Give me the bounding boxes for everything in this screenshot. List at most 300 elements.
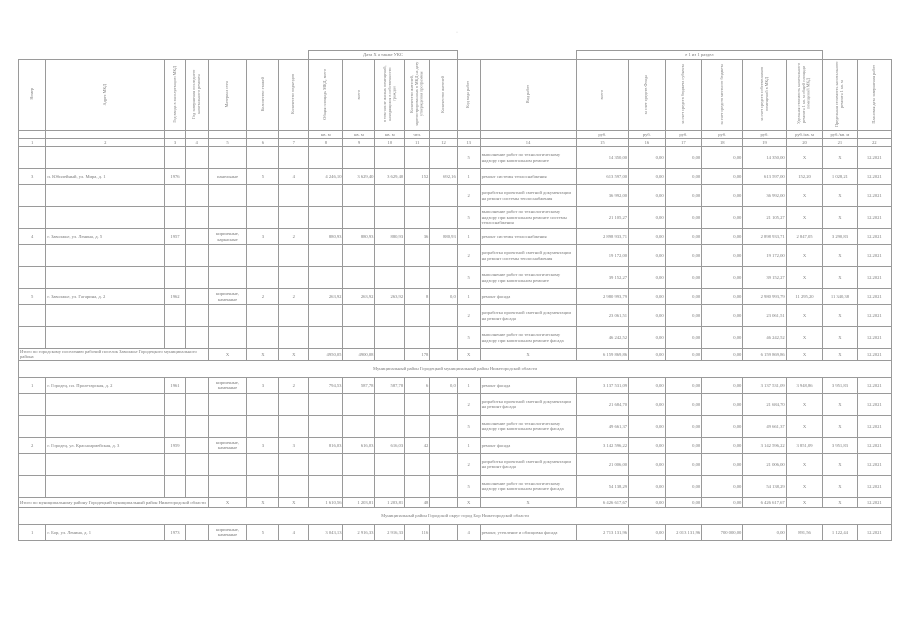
- cell-p1: [405, 245, 430, 267]
- cell-year: 1957: [165, 229, 186, 245]
- cell-en: 4: [279, 169, 309, 185]
- cell-c3: 0,00: [665, 305, 702, 327]
- cell-a2: [343, 267, 375, 289]
- cell-c3: 0,00: [665, 229, 702, 245]
- col-residents-2-header: Количество жителей: [430, 60, 457, 131]
- cell-a1: [309, 245, 343, 267]
- table-row: [19, 524, 892, 540]
- cell-work: ремонт фасада: [480, 289, 576, 305]
- cell-u1: 3 948,86: [786, 377, 823, 393]
- col-residents-header: Количество жителей, зарегистрированных в МКД на дату утверждения программы: [405, 60, 430, 131]
- table-row: [19, 475, 892, 497]
- cell-date: 12.2021: [857, 207, 891, 229]
- cell-mat: [208, 393, 247, 415]
- table-row: [19, 147, 892, 169]
- cell-p1: 116: [405, 524, 430, 540]
- cell-c3: 0,00: [665, 147, 702, 169]
- cell-u1: X: [786, 453, 823, 475]
- cell-addr: [46, 393, 165, 415]
- cell-c4: 0,00: [702, 169, 743, 185]
- col-cost-fund-header: за счет средств Фонда: [629, 60, 666, 131]
- cell-en: [279, 305, 309, 327]
- cell-c2: 0,00: [629, 327, 666, 349]
- table-row: [19, 169, 892, 185]
- cell-mat: кирпичные, каменные: [208, 524, 247, 540]
- cell-c1: 39 152,27: [576, 267, 629, 289]
- cell-c2: 0,00: [629, 289, 666, 305]
- cell-work: ремонт фасада: [480, 377, 576, 393]
- cell-addr: [46, 327, 165, 349]
- cell-mat: [208, 305, 247, 327]
- table-row: [19, 393, 892, 415]
- cell-cap: [185, 475, 208, 497]
- cell-a1: [309, 147, 343, 169]
- cell-c1: 2 713 131,96: [576, 524, 629, 540]
- cell-c1: 49 661,37: [576, 415, 629, 437]
- cell-a1: [309, 267, 343, 289]
- cell-c4: 0,00: [702, 185, 743, 207]
- cell-a1: [309, 305, 343, 327]
- cell-u2: X: [823, 305, 857, 327]
- cell-addr: [46, 475, 165, 497]
- cell-a3: 587,78: [375, 377, 405, 393]
- col-year-header: Год ввода в эксплуатацию МКД: [165, 60, 186, 131]
- cell-code: 1: [457, 437, 480, 453]
- cell-en: 2: [279, 289, 309, 305]
- cell-code: 1: [457, 229, 480, 245]
- cell-c3: 0,00: [665, 437, 702, 453]
- col-entrances-header: Количество подъездов: [279, 60, 309, 131]
- cell-mat: [208, 147, 247, 169]
- cell-addr: [46, 185, 165, 207]
- page-mark: ·: [456, 30, 458, 36]
- col-cost-region-header: за счет средств бюджета субъекта: [665, 60, 702, 131]
- cell-p1: [405, 327, 430, 349]
- cell-a2: [343, 245, 375, 267]
- cell-year: 1976: [165, 169, 186, 185]
- table-row: [19, 377, 892, 393]
- cell-c3: 0,00: [665, 415, 702, 437]
- header-labels-row: [19, 60, 892, 131]
- cell-mat: [208, 267, 247, 289]
- cell-c5: 19 172,00: [743, 245, 786, 267]
- cell-code: 2: [457, 453, 480, 475]
- cell-en: 2: [279, 229, 309, 245]
- col-floors-header: Количество этажей: [247, 60, 279, 131]
- cell-c3: 0,00: [665, 169, 702, 185]
- col-no-header: Номер: [19, 60, 46, 131]
- cell-u2: X: [823, 393, 857, 415]
- cell-mat: кирпичные, каменные: [208, 289, 247, 305]
- cell-c2: 0,00: [629, 185, 666, 207]
- cell-code: 1: [457, 169, 480, 185]
- total-label: Итого по муниципальному району Городецкий муниципальный район Нижегородской области: [19, 497, 209, 507]
- cell-c1: 36 992,00: [576, 185, 629, 207]
- table-row: [19, 437, 892, 453]
- cell-a1: 816,03: [309, 437, 343, 453]
- cell-fl: [247, 327, 279, 349]
- cell-c4: 0,00: [702, 147, 743, 169]
- cell-a1: [309, 185, 343, 207]
- cell-code: 5: [457, 475, 480, 497]
- cell-a1: 794,53: [309, 377, 343, 393]
- table-row: [19, 453, 892, 475]
- cell-a3: [375, 415, 405, 437]
- cell-c3: 0,00: [665, 207, 702, 229]
- cell-p1: [405, 267, 430, 289]
- cell-fl: [247, 185, 279, 207]
- cell-u1: X: [786, 415, 823, 437]
- cell-fl: 2: [247, 289, 279, 305]
- cell-no: [19, 475, 46, 497]
- cell-u1: X: [786, 245, 823, 267]
- cell-mat: [208, 245, 247, 267]
- cell-no: 3: [19, 169, 46, 185]
- cell-a2: 263,92: [343, 289, 375, 305]
- table-row: [19, 207, 892, 229]
- cell-u2: 3 290,83: [823, 229, 857, 245]
- cell-p1: 36: [405, 229, 430, 245]
- col-cost-total-header: всего: [576, 60, 629, 131]
- col-material-header: Материал стен: [208, 60, 247, 131]
- cell-a2: 880,93: [343, 229, 375, 245]
- header-units-row: кв. м кв. м кв. м чел. руб. руб. руб. руб. руб. руб./кв. м руб./кв. м: [19, 131, 892, 139]
- table-body-section-0: [19, 147, 892, 349]
- cell-c1: 21 105,27: [576, 207, 629, 229]
- cell-a2: 2 916,33: [343, 524, 375, 540]
- cell-en: [279, 207, 309, 229]
- cell-p2: [430, 147, 457, 169]
- total-label: Итого по городскому поселению рабочий поселок Заволжье Городецкого муниципального района: [19, 349, 209, 361]
- col-unit-cost-header: Удельная стоимость капитального ремонта 1 кв. м общей площади помещений МКД: [786, 60, 823, 131]
- section-heading: Муниципальный район Городской округ город Бор Нижегородской области: [19, 507, 892, 524]
- cell-c1: 613 597,00: [576, 169, 629, 185]
- cell-year: 1959: [165, 437, 186, 453]
- cell-c2: 0,00: [629, 415, 666, 437]
- cell-a3: 880,93: [375, 229, 405, 245]
- cell-c1: 54 138,29: [576, 475, 629, 497]
- cell-c4: 0,00: [702, 393, 743, 415]
- cell-mat: [208, 185, 247, 207]
- cell-c4: 0,00: [702, 327, 743, 349]
- cell-c4: 0,00: [702, 207, 743, 229]
- cell-c3: 0,00: [665, 245, 702, 267]
- cell-year: 1961: [165, 377, 186, 393]
- cell-date: 12.2021: [857, 415, 891, 437]
- cell-c2: 0,00: [629, 475, 666, 497]
- cell-fl: [247, 453, 279, 475]
- cell-a2: [343, 305, 375, 327]
- col-cost-owners-header: за счет средств собственников помещений в МКД: [743, 60, 786, 131]
- table-row: [19, 327, 892, 349]
- cell-c3: 0,00: [665, 267, 702, 289]
- table-row: [19, 245, 892, 267]
- cell-no: 2: [19, 437, 46, 453]
- cell-u1: X: [786, 207, 823, 229]
- cell-mat: кирпичные, каркасные: [208, 229, 247, 245]
- cell-cap: [185, 185, 208, 207]
- cell-code: 1: [457, 289, 480, 305]
- table-body-section-1: [19, 377, 892, 497]
- cell-c3: 0,00: [665, 185, 702, 207]
- cell-addr: п. Юбилейный, ул. Мира, д. 1: [46, 169, 165, 185]
- cell-cap: [185, 415, 208, 437]
- cell-cap: [185, 377, 208, 393]
- cell-fl: [247, 475, 279, 497]
- cell-date: 12.2021: [857, 327, 891, 349]
- cell-fl: 3: [247, 437, 279, 453]
- cell-en: [279, 245, 309, 267]
- cell-cap: [185, 229, 208, 245]
- cell-year: [165, 147, 186, 169]
- cell-year: 1973: [165, 524, 186, 540]
- cell-work: выполнение работ по технологическому надзору при капитальном ремонте системы теплоснабжения: [480, 207, 576, 229]
- cell-work: выполнение работ по технологическому надзору при капитальном ремонте фасада: [480, 415, 576, 437]
- table-row: [19, 229, 892, 245]
- section-heading-row: [19, 360, 892, 377]
- cell-p1: [405, 207, 430, 229]
- cell-a1: [309, 207, 343, 229]
- cell-cap: [185, 437, 208, 453]
- cell-c1: 21 006,00: [576, 453, 629, 475]
- cell-c5: 14 350,00: [743, 147, 786, 169]
- cell-p2: [430, 437, 457, 453]
- cell-c4: 0,00: [702, 229, 743, 245]
- cell-work: выполнение работ по технологическому надзору при капитальном ремонте фасада: [480, 475, 576, 497]
- cell-p1: [405, 147, 430, 169]
- cell-year: [165, 393, 186, 415]
- cell-year: [165, 185, 186, 207]
- cell-code: 4: [457, 524, 480, 540]
- cell-a2: 3 629,40: [343, 169, 375, 185]
- cell-p2: [430, 524, 457, 540]
- cell-a3: 616,03: [375, 437, 405, 453]
- cell-no: 4: [19, 229, 46, 245]
- cell-u1: X: [786, 305, 823, 327]
- header-group-left: Дата Х а также УКС: [309, 51, 458, 60]
- cell-u2: 3 951,83: [823, 437, 857, 453]
- cell-c5: 21 006,00: [743, 453, 786, 475]
- cell-code: 1: [457, 377, 480, 393]
- cell-c2: 0,00: [629, 437, 666, 453]
- cell-no: [19, 207, 46, 229]
- cell-fl: [247, 147, 279, 169]
- cell-c5: 0,00: [743, 524, 786, 540]
- cell-c1: 14 350,00: [576, 147, 629, 169]
- cell-c4: 0,00: [702, 453, 743, 475]
- cell-addr: г. Заволжье, ул. Гагарина, д. 2: [46, 289, 165, 305]
- cell-c4: 0,00: [702, 267, 743, 289]
- cell-c5: 39 152,27: [743, 267, 786, 289]
- cell-date: 12.2021: [857, 393, 891, 415]
- cell-no: 1: [19, 524, 46, 540]
- total-row: Итого по городскому поселению рабочий поселок Заволжье Городецкого муниципального района X X X 4950,05 4900,08 178 X X 6 159 869,86 0,00 0,00 0,00 6 159 869,86 X X 12.2021: [19, 349, 892, 361]
- cell-cap: [185, 524, 208, 540]
- cell-p2: 692,16: [430, 169, 457, 185]
- cell-addr: [46, 415, 165, 437]
- cell-c3: 0,00: [665, 475, 702, 497]
- cell-a2: [343, 327, 375, 349]
- cell-addr: [46, 207, 165, 229]
- col-work-code-header: Код вида работ: [457, 60, 480, 131]
- cell-en: 3: [279, 437, 309, 453]
- cell-p2: [430, 475, 457, 497]
- cell-c5: 3 142 596,22: [743, 437, 786, 453]
- cell-c4: 0,00: [702, 415, 743, 437]
- cell-p2: [430, 305, 457, 327]
- cell-en: 4: [279, 524, 309, 540]
- cell-addr: г. Городец, пл. Пролетарская, д. 2: [46, 377, 165, 393]
- cell-p2: [430, 415, 457, 437]
- cell-p2: [430, 207, 457, 229]
- cell-p2: 0,0: [430, 377, 457, 393]
- cell-work: разработка проектной сметной документации на ремонт системы теплоснабжения: [480, 185, 576, 207]
- col-address-header: Адрес МКД: [46, 60, 165, 131]
- cell-c3: 0,00: [665, 289, 702, 305]
- cell-mat: кирпичные, каменные: [208, 377, 247, 393]
- table-row: [19, 305, 892, 327]
- cell-u1: X: [786, 147, 823, 169]
- cell-no: [19, 267, 46, 289]
- cell-mat: [208, 327, 247, 349]
- col-work-type-header: Вид работ: [480, 60, 576, 131]
- cell-fl: 5: [247, 524, 279, 540]
- cell-en: [279, 185, 309, 207]
- cell-cap: [185, 393, 208, 415]
- cell-addr: [46, 147, 165, 169]
- cell-a3: [375, 147, 405, 169]
- cell-c3: 0,00: [665, 393, 702, 415]
- cell-date: 12.2021: [857, 475, 891, 497]
- cell-a2: 587,78: [343, 377, 375, 393]
- col-unit-limit-header: Предельная стоимость капитального ремонта 1 кв. м: [823, 60, 857, 131]
- cell-p1: [405, 305, 430, 327]
- table-body-section-2: [19, 524, 892, 540]
- cell-fl: [247, 207, 279, 229]
- cell-addr: [46, 267, 165, 289]
- cell-p2: [430, 267, 457, 289]
- cell-c1: 3 137 531,09: [576, 377, 629, 393]
- cell-no: [19, 147, 46, 169]
- cell-year: [165, 453, 186, 475]
- cell-c5: 2 980 993,79: [743, 289, 786, 305]
- cell-p1: [405, 475, 430, 497]
- cell-no: [19, 245, 46, 267]
- table-row: [19, 415, 892, 437]
- cell-en: [279, 393, 309, 415]
- cell-u1: 3 851,09: [786, 437, 823, 453]
- cell-year: [165, 305, 186, 327]
- cell-c2: 0,00: [629, 169, 666, 185]
- cell-fl: 3: [247, 229, 279, 245]
- cell-cap: [185, 267, 208, 289]
- cell-no: [19, 415, 46, 437]
- col-area-total-header: Общая площадь МКД, всего: [309, 60, 343, 131]
- cell-u2: 1 122,44: [823, 524, 857, 540]
- cell-a2: [343, 147, 375, 169]
- header-group-row: [19, 51, 892, 60]
- cell-c1: 19 172,00: [576, 245, 629, 267]
- cell-a1: [309, 327, 343, 349]
- cell-a2: [343, 393, 375, 415]
- cell-a3: [375, 453, 405, 475]
- cell-c2: 0,00: [629, 305, 666, 327]
- cell-c1: 23 061,51: [576, 305, 629, 327]
- cell-code: 5: [457, 207, 480, 229]
- cell-code: 2: [457, 185, 480, 207]
- cell-c2: 0,00: [629, 245, 666, 267]
- cell-work: ремонт фасада: [480, 437, 576, 453]
- cell-code: 2: [457, 393, 480, 415]
- cell-mat: [208, 415, 247, 437]
- cell-c5: 54 138,29: [743, 475, 786, 497]
- cell-code: 5: [457, 415, 480, 437]
- cell-no: [19, 393, 46, 415]
- cell-a3: 2 916,33: [375, 524, 405, 540]
- cell-u2: X: [823, 415, 857, 437]
- cell-u2: 3 951,83: [823, 377, 857, 393]
- col-last-repair-header: Год завершения последнего капитального ремонта: [185, 60, 208, 131]
- cell-c2: 0,00: [629, 453, 666, 475]
- cell-c4: 0,00: [702, 437, 743, 453]
- cell-no: 1: [19, 377, 46, 393]
- cell-code: 5: [457, 267, 480, 289]
- cell-work: разработка проектной сметной документации на ремонт фасада: [480, 393, 576, 415]
- cell-u1: 152,20: [786, 169, 823, 185]
- cell-c2: 0,00: [629, 377, 666, 393]
- cell-u2: 11 340,38: [823, 289, 857, 305]
- cell-a2: 616,03: [343, 437, 375, 453]
- cell-en: [279, 147, 309, 169]
- cell-fl: [247, 267, 279, 289]
- cell-en: [279, 453, 309, 475]
- cell-a1: [309, 475, 343, 497]
- cell-a3: [375, 305, 405, 327]
- section-heading-row: [19, 507, 892, 524]
- cell-date: 12.2021: [857, 245, 891, 267]
- cell-u1: X: [786, 475, 823, 497]
- cell-a1: [309, 453, 343, 475]
- cell-work: ремонт системы теплоснабжения: [480, 229, 576, 245]
- cell-a3: 263,92: [375, 289, 405, 305]
- cell-work: ремонт системы теплоснабжения: [480, 169, 576, 185]
- cell-p2: [430, 245, 457, 267]
- cell-date: 12.2021: [857, 453, 891, 475]
- cell-c2: 0,00: [629, 267, 666, 289]
- cell-u2: X: [823, 207, 857, 229]
- col-area-private-header: в том числе жилых помещений, находящихся в собственности граждан: [375, 60, 405, 131]
- header-group-right: е 1 из 1 раздел: [576, 51, 823, 60]
- cell-mat: кирпичные, каменные: [208, 437, 247, 453]
- cell-no: 5: [19, 289, 46, 305]
- cell-p2: [430, 453, 457, 475]
- cell-u1: X: [786, 327, 823, 349]
- cell-mat: [208, 453, 247, 475]
- cell-code: 2: [457, 245, 480, 267]
- cell-a1: 4 246,10: [309, 169, 343, 185]
- cell-c1: 3 142 596,22: [576, 437, 629, 453]
- cell-c2: 0,00: [629, 147, 666, 169]
- cell-date: 12.2021: [857, 185, 891, 207]
- col-date-header: Плановая дата завершения работ: [857, 60, 891, 131]
- cell-cap: [185, 327, 208, 349]
- cell-mat: [208, 207, 247, 229]
- cell-date: 12.2021: [857, 377, 891, 393]
- cell-fl: 3: [247, 377, 279, 393]
- cell-a1: [309, 393, 343, 415]
- cell-u2: X: [823, 453, 857, 475]
- cell-fl: 5: [247, 169, 279, 185]
